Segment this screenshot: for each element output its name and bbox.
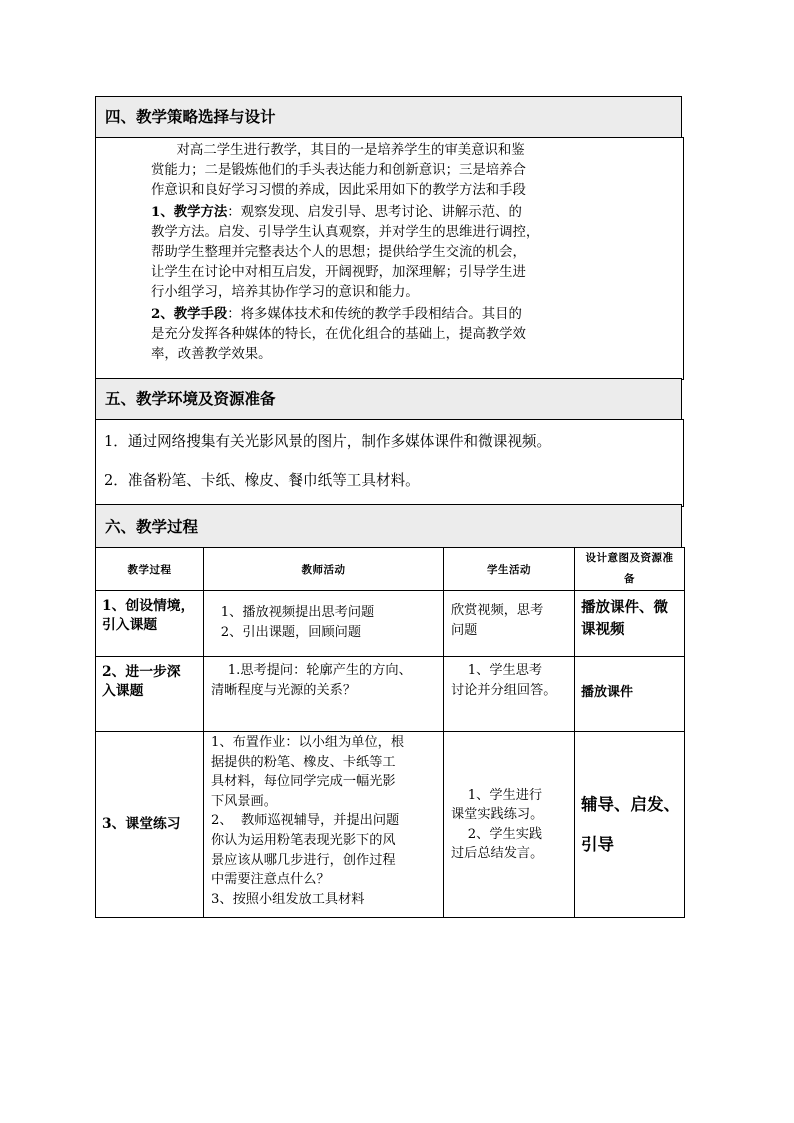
section-process-heading: [95, 504, 682, 548]
row1-design: 播放课件、微 课视频: [575, 591, 685, 657]
header-design: 设计意图及资源准备: [575, 548, 685, 591]
strategy-line: 作意识和良好学习习惯的养成，因此采用如下的教学方法和手段: [151, 183, 526, 199]
strategy-line: 行小组学习，培养其协作学习的意识和能力。: [151, 285, 419, 301]
row2-design: 播放课件: [575, 657, 685, 732]
table-row: [96, 732, 685, 918]
section-resources-body: [95, 419, 684, 507]
row2-stage: 2、进一步深 入课题: [96, 657, 204, 732]
teaching-process-table: [95, 547, 685, 918]
strategy-line: 帮助学生整理并完整表达个人的思想；提供给学生交流的机会，: [151, 245, 526, 261]
section-strategy-title: 四、教学策略选择与设计: [105, 107, 276, 126]
strategy-paragraphs: [96, 138, 683, 365]
table-header-row: [96, 548, 685, 591]
row1-teacher: 1、播放视频提出思考问题 2、引出课题，回顾问题: [204, 591, 444, 657]
strategy-line: 赏能力；二是锻炼他们的手头表达能力和创新意识；三是培养合: [151, 163, 526, 179]
row3-student: 1、学生进行 课堂实践练习。 2、学生实践 过后总结发言。: [444, 732, 575, 918]
row1-stage: 1、创设情境， 引入课题: [96, 591, 204, 657]
header-student: 学生活动: [444, 548, 575, 591]
strategy-line: 2、教学手段：将多媒体技术和传统的教学手段相结合。其目的: [151, 305, 522, 322]
row3-teacher: 1、布置作业：以小组为单位，根 据提供的粉笔、橡皮、卡纸等工 具材料，每位同学完成一幅光影 下风景画。 2、 教师巡视辅导，并提出问题 你认为运用粉笔表现光影下的风 景应该从哪几步进行，创作过程 中需要注意点什么？ 3、按照小组发放工具材料: [204, 732, 444, 918]
strategy-line: 是充分发挥各种媒体的特长，在优化组合的基础上，提高教学效: [151, 326, 526, 342]
resource-item: 2．准备粉笔、卡纸、橡皮、餐巾纸等工具材料。: [104, 472, 420, 489]
table-row: [96, 591, 685, 657]
section-resources-title: 五、教学环境及资源准备: [105, 389, 276, 408]
row2-student: 1、学生思考 讨论并分组回答。: [444, 657, 575, 732]
row1-student: 欣赏视频，思考 问题: [444, 591, 575, 657]
resource-item: 1．通过网络搜集有关光影风景的图片，制作多媒体课件和微课视频。: [104, 433, 552, 450]
strategy-line: 让学生在讨论中对相互启发，开阔视野，加深理解；引导学生进: [151, 265, 526, 281]
table-row: [96, 657, 685, 732]
section-strategy-heading: [95, 96, 682, 138]
row2-teacher: 1.思考提问：轮廓产生的方向、 清晰程度与光源的关系？: [204, 657, 444, 732]
strategy-line: 1、教学方法：观察发现、启发引导、思考讨论、讲解示范、的: [151, 203, 522, 220]
header-teacher: 教师活动: [204, 548, 444, 591]
strategy-line: 对高二学生进行教学，其目的一是培养学生的审美意识和鉴: [151, 143, 525, 158]
section-process-title: 六、教学过程: [105, 517, 199, 536]
strategy-line: 教学方法。启发、引导学生认真观察，并对学生的思维进行调控，: [151, 224, 540, 240]
header-stage: 教学过程: [96, 548, 204, 591]
section-resources-heading: [95, 378, 682, 420]
row3-stage: 3、课堂练习: [96, 732, 204, 918]
section-strategy-body: [95, 137, 684, 380]
strategy-line: 率，改善教学效果。: [151, 347, 272, 363]
row3-design: 辅导、启发、 引导: [575, 732, 685, 918]
